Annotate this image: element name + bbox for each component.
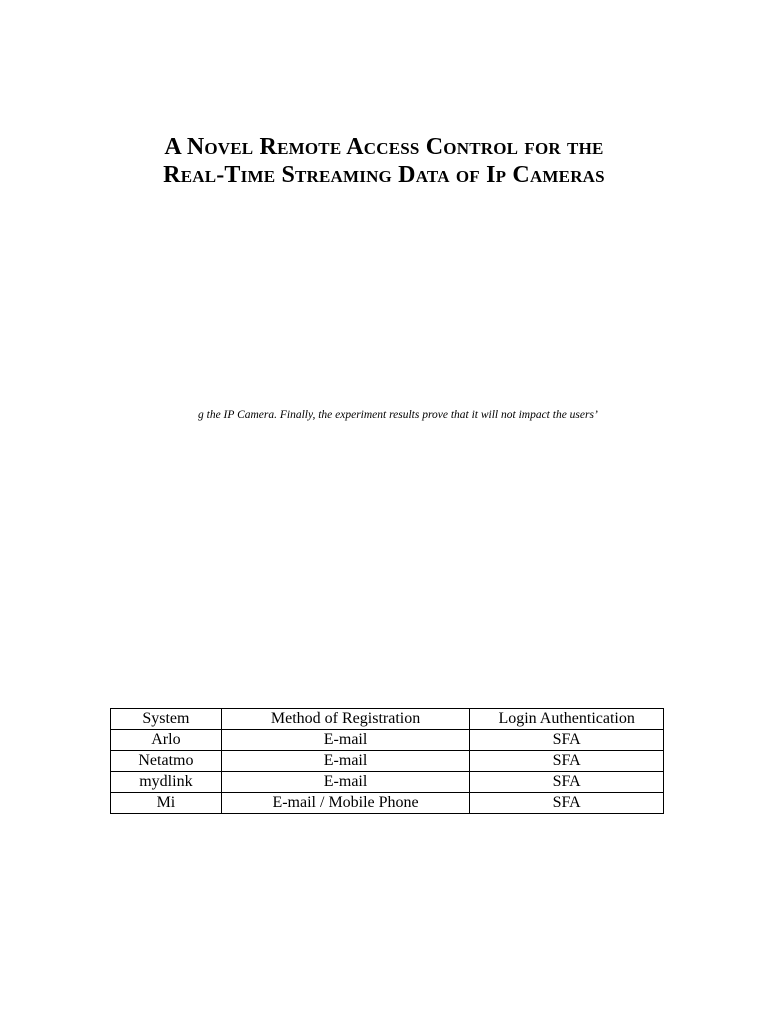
table-row	[111, 730, 664, 751]
table-row	[111, 772, 664, 793]
registration-table	[110, 708, 664, 814]
table-row	[111, 793, 664, 814]
cell-system: Arlo	[111, 730, 222, 751]
abstract-fragment: g the IP Camera. Finally, the experiment results prove that it will not impact the users’	[198, 409, 598, 421]
cell-system: Mi	[111, 793, 222, 814]
cell-login: SFA	[470, 730, 664, 751]
cell-method: E-mail	[221, 772, 469, 793]
title-line-2: Real-Time Streaming Data of Ip Cameras	[163, 162, 605, 188]
cell-method: E-mail / Mobile Phone	[221, 793, 469, 814]
cell-login: SFA	[470, 772, 664, 793]
header-system: System	[111, 709, 222, 730]
cell-login: SFA	[470, 793, 664, 814]
cell-system: Netatmo	[111, 751, 222, 772]
title-line-1: A Novel Remote Access Control for the	[164, 134, 604, 160]
cell-login: SFA	[470, 751, 664, 772]
cell-method: E-mail	[221, 730, 469, 751]
paper-title	[0, 133, 768, 189]
cell-method: E-mail	[221, 751, 469, 772]
header-login-authentication: Login Authentication	[470, 709, 664, 730]
header-method-of-registration: Method of Registration	[221, 709, 469, 730]
cell-system: mydlink	[111, 772, 222, 793]
table-row	[111, 751, 664, 772]
table-header-row	[111, 709, 664, 730]
